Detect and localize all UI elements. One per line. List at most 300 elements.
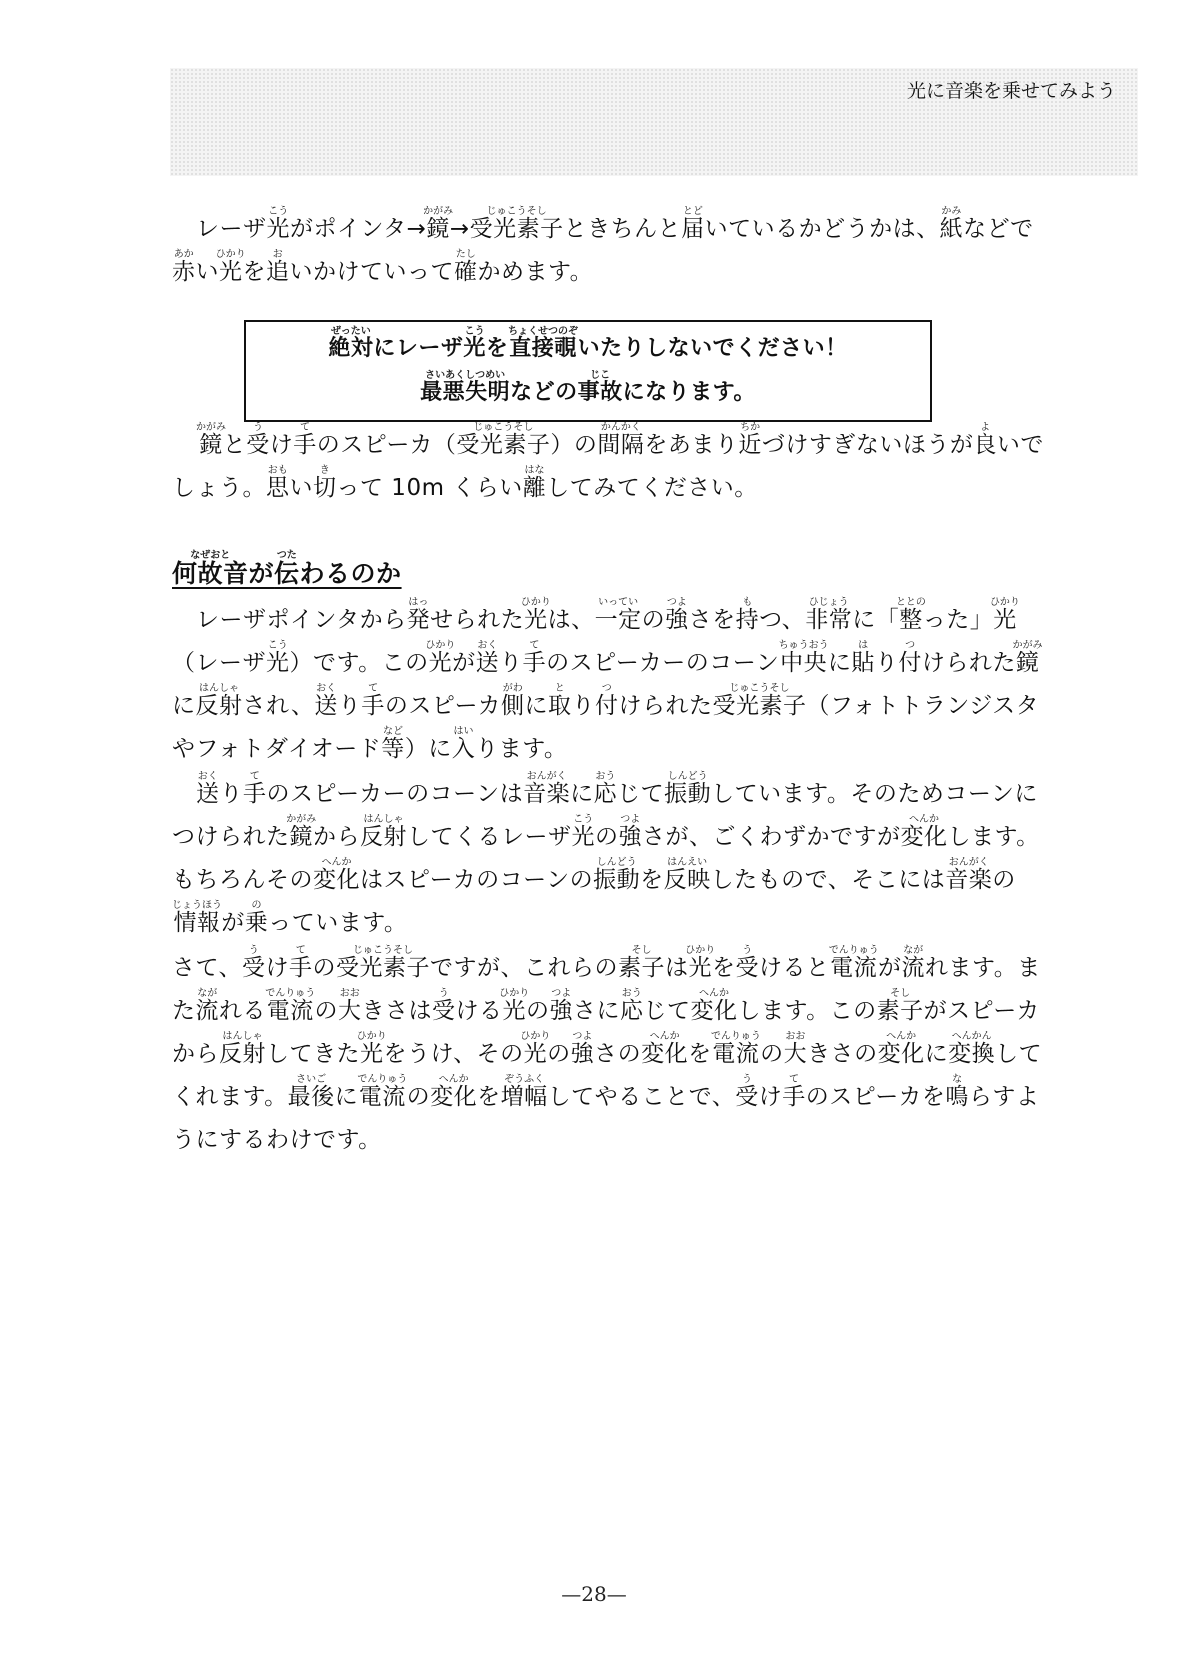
ruby-base: 増幅 [500,1084,548,1110]
ruby-base: 伝 [274,559,300,588]
text-run: は [665,955,689,981]
ruby-word [664,771,712,807]
text-run: の [406,1084,431,1110]
ruby-word [196,422,226,458]
furigana: ひかり [685,945,716,956]
ruby-word [877,1031,925,1067]
ruby-base: 持 [735,607,760,633]
ruby-base: 側 [501,693,525,719]
section-heading [172,550,1052,597]
ruby-base: 光 [266,216,290,242]
ruby-base: 受 [246,432,270,458]
text-run: はスピーカのコーンの [360,867,594,893]
furigana: ひかり [520,597,551,608]
ruby-base: 最後 [287,1084,335,1110]
furigana: なぜおと [172,550,249,561]
text-run: かめます。 [477,259,594,285]
furigana: いってい [594,597,642,608]
ruby-base: 手 [289,955,313,981]
text-run: を [640,867,664,893]
ruby-word [266,640,290,676]
ruby-word [782,1074,806,1110]
furigana: へんか [641,1031,689,1042]
ruby-word [286,814,317,850]
furigana: へんか [877,1031,925,1042]
ruby-base: 送 [196,781,220,807]
text-run: に [924,1041,949,1067]
text-run: さに [573,998,620,1024]
text-run: を [712,955,736,981]
ruby-word [620,988,644,1024]
ruby-base: 送 [475,650,500,676]
text-run: します。もちろんその [172,824,1040,893]
ruby-word [265,988,316,1024]
furigana: う [246,422,270,433]
furigana: こう [571,814,595,825]
ruby-base: 素子 [618,955,666,981]
text-run: の [641,607,666,633]
text-run: って 10m くらい [336,475,523,501]
ruby-word [523,771,571,807]
text-run: に [827,650,852,676]
text-run: さて、 [172,955,243,981]
ruby-word [244,900,269,936]
furigana: お [266,249,290,260]
text-run: （レーザ [172,650,266,676]
ruby-word [266,206,291,242]
text-run: い [289,475,313,501]
furigana: つよ [665,597,689,608]
furigana: でんりゅう [265,988,316,999]
ruby-word [778,640,829,676]
furigana: じゅこうそし [336,945,431,956]
warning-line-1 [246,326,930,370]
text-run: いたりしないでください！ [577,336,848,361]
ruby-word [710,1031,761,1067]
ruby-base: 光 [685,955,716,981]
furigana: そし [876,988,924,999]
ruby-base: 整 [895,607,926,633]
text-run: れます。また [172,955,1041,1024]
ruby-word [594,597,642,633]
text-run: などで [963,216,1034,242]
ruby-word [406,597,431,633]
ruby-base: 良 [973,432,997,458]
text-run: いでしょう。 [172,432,1044,501]
furigana: はっ [406,597,431,608]
furigana: こう [266,206,290,217]
ruby-base: 付 [595,693,619,719]
ruby-base: 流 [901,955,926,981]
page-body [172,206,1052,1162]
body-paragraph-3 [172,945,1052,1162]
text-run: に [570,781,594,807]
ruby-base: 手 [522,650,547,676]
furigana: でんりゅう [828,945,879,956]
ruby-base: 乗 [244,910,269,936]
ruby-base: 近 [738,432,762,458]
furigana: はんえい [663,857,711,868]
ruby-base: 受光素子 [712,693,807,719]
warning-line-2 [246,370,930,414]
furigana: じゅこうそし [712,683,807,694]
ruby-word [597,422,645,458]
ruby-base: 最悪失明 [420,380,511,405]
furigana: は [851,640,875,651]
ruby-word [499,988,530,1024]
ruby-word [500,1074,548,1110]
intro-paragraph [172,206,1052,294]
ruby-base: 確 [454,259,478,285]
text-run: け [269,432,294,458]
text-run: のスピーカ [384,693,502,719]
ruby-base: 送 [314,693,338,719]
ruby-base: 光 [356,1041,387,1067]
ruby-word [336,945,431,981]
ruby-base: 受光素子 [469,216,564,242]
furigana: ひかり [356,1031,387,1042]
ruby-base: 音楽 [945,867,993,893]
ruby-base: 大 [338,998,362,1024]
furigana: き [313,465,337,476]
text-run: に [172,693,196,719]
ruby-word [289,945,313,981]
text-run: しています。そのためコーンにつけられた [172,781,1038,850]
ruby-base: 手 [243,781,267,807]
furigana: じこ [577,370,623,381]
furigana: こう [463,326,486,337]
text-run: してきた [266,1041,360,1067]
ruby-base: 鏡 [1012,650,1043,676]
furigana: かがみ [423,206,454,217]
text-run: の [312,955,337,981]
page-number: —28— [561,1582,627,1606]
furigana: そし [618,945,666,956]
body-paragraph-1 [172,597,1052,771]
ruby-base: 付 [898,650,922,676]
ruby-word [805,597,853,633]
text-run: り [499,650,523,676]
furigana: さいご [287,1074,335,1085]
furigana: つよ [570,1031,595,1042]
text-run: してみてください。 [546,475,758,501]
ruby-base: 鏡 [286,824,317,850]
ruby-word [851,640,875,676]
ruby-base: 強 [549,998,573,1024]
ruby-base: 光 [989,607,1020,633]
furigana: はんしゃ [219,1031,266,1042]
text-run: けられた [618,693,713,719]
furigana: う [432,988,456,999]
text-run: っています。 [268,910,408,936]
ruby-base: 変化 [313,867,360,893]
text-run: してくれます。 [172,1041,1043,1110]
ruby-word [360,814,407,850]
text-run: が [878,955,902,981]
ruby-base: 中央 [778,650,829,676]
ruby-base: 振動 [664,781,712,807]
furigana: こう [266,640,290,651]
ruby-base: 強 [570,1041,595,1067]
text-run: いかけていって [289,259,454,285]
text-run: のスピーカーのコーンは [266,781,524,807]
ruby-base: 流 [195,998,219,1024]
furigana: て [289,945,313,956]
furigana: おんがく [945,857,993,868]
furigana: おんがく [523,771,571,782]
ruby-word [430,1074,478,1110]
ruby-base: 大 [783,1041,808,1067]
text-run: のスピーカーのコーン [546,650,780,676]
text-run: つ、 [759,607,806,633]
ruby-base: 取 [548,693,572,719]
text-run: が [221,910,245,936]
ruby-base: 強 [618,824,642,850]
ruby-base: 離 [522,475,547,501]
furigana: ぜったい [328,326,374,337]
ruby-word [522,465,547,501]
text-run: け [758,1084,783,1110]
furigana: はな [522,465,547,476]
text-run: さの [594,1041,642,1067]
text-run: れる [219,998,266,1024]
ruby-base: 光 [571,824,595,850]
ruby-base: 素子 [876,998,924,1024]
ruby-base: 絶対 [328,336,374,361]
furigana: へんか [900,814,948,825]
text-run: らすようにするわけです。 [172,1084,1040,1153]
ruby-base: 光 [499,998,530,1024]
furigana: ととの [895,597,926,608]
ruby-word [1012,640,1043,676]
ruby-base: 光 [520,607,551,633]
ruby-word [172,550,249,588]
ruby-base: 等 [381,736,405,762]
furigana: はい [451,726,476,737]
ruby-base: 追 [266,259,290,285]
text-run: の [595,824,619,850]
ruby-word [577,370,623,405]
furigana: ひかり [215,249,246,260]
text-run: の [760,1041,784,1067]
furigana: でんりゅう [710,1031,761,1042]
furigana: おお [783,1031,808,1042]
ruby-base: 直接覗 [508,336,578,361]
furigana: つた [274,550,300,561]
ruby-base: 光 [266,650,290,676]
ruby-word [219,1031,266,1067]
text-run: を [242,259,266,285]
ruby-base: 受 [735,1084,759,1110]
furigana: よ [973,422,997,433]
ruby-base: 振動 [593,867,641,893]
text-run: のスピーカ（ [316,432,457,458]
text-run: と [222,432,247,458]
ruby-word [898,640,922,676]
text-run: します。この [737,998,877,1024]
ruby-base: 鳴 [945,1084,969,1110]
furigana: じゅこうそし [469,206,564,217]
furigana: なが [195,988,219,999]
furigana: おく [196,771,220,782]
ruby-word [432,988,456,1024]
ruby-word [328,326,374,361]
furigana: へんか [690,988,738,999]
ruby-base: 反映 [663,867,711,893]
ruby-word [548,683,572,719]
furigana: ちか [738,422,762,433]
ruby-base: 変化 [641,1041,689,1067]
furigana: ちょくせつのぞ [508,326,579,337]
furigana: て [243,771,267,782]
ruby-word [712,683,807,719]
ruby-word [738,422,762,458]
furigana: じゅこうそし [456,422,551,433]
furigana: つ [595,683,619,694]
furigana: たし [454,249,478,260]
ruby-word [549,988,574,1024]
ruby-word [895,597,926,633]
ruby-base: 受 [242,955,266,981]
furigana: はんしゃ [195,683,243,694]
ruby-base: 変化 [430,1084,478,1110]
ruby-word [948,1031,996,1067]
ruby-base: 思 [266,475,290,501]
ruby-word [243,771,267,807]
ruby-word [356,1031,387,1067]
text-run: が [452,650,476,676]
ruby-base: 何故音 [172,559,249,588]
ruby-word [522,640,547,676]
ruby-word [195,988,220,1024]
ruby-word [266,465,290,501]
ruby-word [618,945,666,981]
furigana: の [244,900,269,911]
ruby-word [274,550,300,588]
ruby-word [735,945,760,981]
ruby-word [571,814,596,850]
furigana: ひかり [425,640,456,651]
text-run: を [485,336,509,361]
text-run: せられた [430,607,525,633]
ruby-word [420,370,511,405]
furigana: つよ [618,814,642,825]
ruby-base: 応 [593,781,618,807]
text-run: が [248,559,275,588]
text-run: り [874,650,899,676]
ruby-base: 変化 [690,998,738,1024]
ruby-word [641,1031,689,1067]
text-run: い [195,259,219,285]
ruby-word [246,422,270,458]
furigana: おお [338,988,362,999]
furigana: かがみ [196,422,226,433]
ruby-word [735,1074,759,1110]
furigana: ひかり [520,1031,551,1042]
text-run: に「 [852,607,900,633]
furigana: へんか [313,857,360,868]
text-run: り [571,693,596,719]
furigana: さいあくしつめい [420,370,511,381]
ruby-word [828,945,879,981]
ruby-base: 届 [681,216,705,242]
furigana: はんしゃ [360,814,407,825]
ruby-word [501,683,525,719]
furigana: じょうほう [172,900,222,911]
furigana: ひじょう [805,597,853,608]
ruby-word [735,597,760,633]
body-paragraph-2 [172,771,1052,945]
ruby-word [451,726,476,762]
furigana: て [782,1074,806,1085]
ruby-base: 受 [432,998,456,1024]
ruby-word [425,640,456,676]
ruby-base: 強 [665,607,689,633]
furigana: おく [314,683,338,694]
text-run: を [477,1084,501,1110]
ruby-word [690,988,738,1024]
text-run: さが、ごくわずかですが [642,824,901,850]
ruby-base: 反射 [360,824,407,850]
ruby-word [593,771,618,807]
text-run: をあまり [644,432,739,458]
ruby-word [665,597,689,633]
text-run: ときちんと [563,216,682,242]
ruby-base: 手 [293,432,317,458]
ruby-base: 鏡 [423,216,454,242]
ruby-base: 電流 [265,998,316,1024]
text-run: ）に [404,736,452,762]
text-run: したもので、そこには [710,867,946,893]
warning-box [244,320,932,422]
text-run: に [524,693,549,719]
ruby-word [266,249,290,285]
ruby-word [242,945,266,981]
ruby-word [783,1031,808,1067]
ruby-base: 貼 [851,650,875,676]
ruby-word [338,988,362,1024]
ruby-word [456,422,551,458]
text-run: ける [455,998,503,1024]
ruby-base: 手 [782,1084,806,1110]
ruby-base: 電流 [710,1041,761,1067]
text-run: は、 [547,607,595,633]
furigana: あか [172,249,196,260]
furigana: しんどう [664,771,712,782]
ruby-word [361,683,385,719]
text-run: った」 [922,607,994,633]
furigana: しんどう [593,857,641,868]
ruby-base: 切 [313,475,337,501]
header-title: 光に音楽を乗せてみよう [906,80,1116,102]
text-run: にレーザ [373,336,464,361]
ruby-word [357,1074,408,1110]
text-run: きさは [361,998,432,1024]
furigana: かみ [939,206,964,217]
ruby-base: 反射 [195,693,243,719]
ruby-word [314,683,338,719]
ruby-word [423,206,454,242]
furigana: とど [681,206,705,217]
furigana: う [735,1074,759,1085]
ruby-base: 赤 [172,259,196,285]
ruby-word [508,326,579,361]
furigana: かがみ [1012,640,1043,651]
furigana: ひかり [499,988,530,999]
ruby-word [618,814,643,850]
ruby-base: 一定 [594,607,642,633]
ruby-base: 光 [463,336,486,361]
